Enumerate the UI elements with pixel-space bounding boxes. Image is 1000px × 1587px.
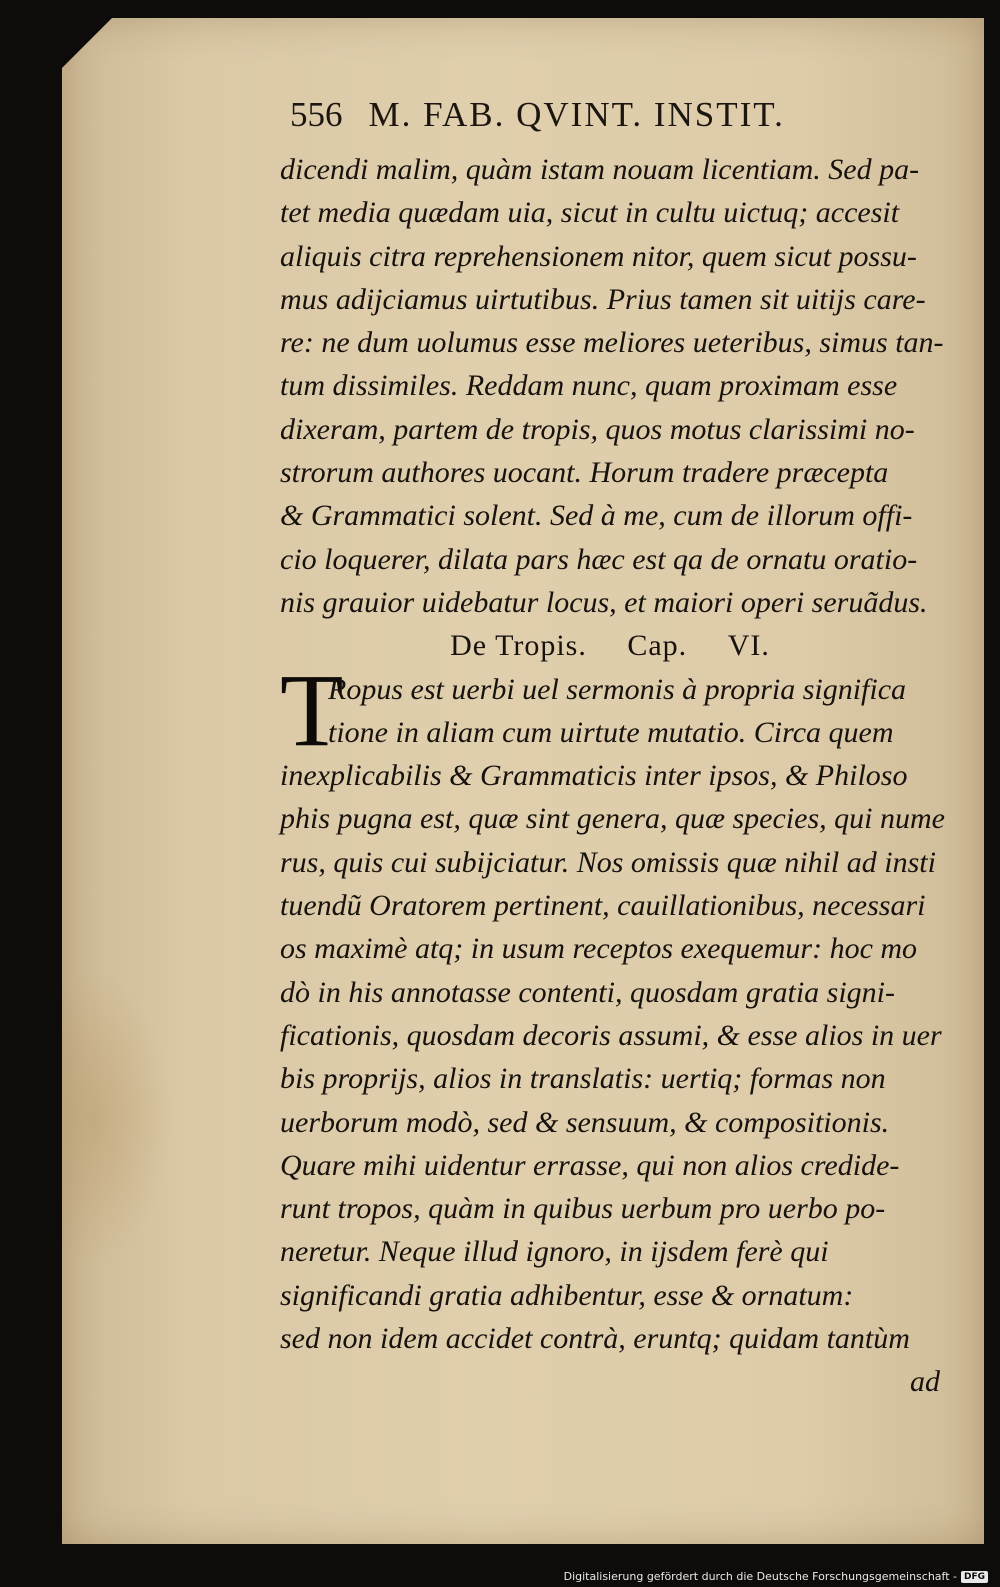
text-line: re: ne dum uolumus esse meliores ueteribus, simus tan- (280, 326, 944, 360)
text-line: Ropus est uerbi uel sermonis à propria significa (328, 672, 907, 706)
text-line: significandi gratia adhibentur, esse & ornatum: (280, 1278, 854, 1312)
text-line: tet media quædam uia, sicut in cultu uictuq; accesit (280, 196, 900, 230)
catchword: ad (910, 1365, 940, 1399)
text-line: neretur. Neque illud ignoro, in ijsdem ferè qui (280, 1235, 829, 1269)
digitization-credit (564, 1570, 988, 1583)
text-line: sed non idem accidet contrà, eruntq; quidam tantùm (280, 1322, 910, 1356)
running-title: M. FAB. QVINT. INSTIT. (368, 95, 785, 134)
text-line: & Grammatici solent. Sed à me, cum de illorum offi- (280, 499, 913, 533)
credit-text: Digitalisierung gefördert durch die Deutsche Forschungsgemeinschaft - (563, 1570, 957, 1583)
text-line: strorum authores uocant. Horum tradere præcepta (280, 456, 889, 490)
text-line: nis grauior uidebatur locus, et maiori operi seruãdus. (280, 585, 928, 619)
text-line: phis pugna est, quæ sint genera, quæ species, qui nume (280, 802, 945, 836)
drop-cap-letter: T (280, 652, 344, 768)
dfg-logo: DFG (961, 1571, 988, 1583)
text-line: rus, quis cui subijciatur. Nos omissis quæ nihil ad insti (280, 845, 936, 879)
body-text (280, 148, 945, 1404)
text-line: cio loquerer, dilata pars hæc est qa de ornatu oratio- (280, 542, 918, 576)
page-number: 556 (290, 95, 343, 134)
chapter-cap-label: Cap. (627, 629, 688, 663)
text-line: ficationis, quosdam decoris assumi, & esse alios in uer (280, 1018, 942, 1052)
folded-corner (62, 18, 112, 68)
text-line: dicendi malim, quàm istam nouam licentiam. Sed pa- (280, 153, 920, 186)
text-line: dixeram, partem de tropis, quos motus clarissimi no- (280, 412, 915, 446)
text-line: inexplicabilis & Grammaticis inter ipsos, & Philoso (280, 759, 908, 793)
text-line: bis proprijs, alios in translatis: uertiq; formas non (280, 1062, 886, 1096)
text-line: os maximè atq; in usum receptos exequemur: hoc mo (280, 932, 918, 966)
text-line: tum dissimiles. Reddam nunc, quam proximam esse (280, 369, 898, 403)
text-line: Quare mihi uidentur errasse, qui non alios credide- (280, 1148, 900, 1182)
chapter-heading (280, 624, 940, 667)
text-line: tione in aliam cum uirtute mutatio. Circa quem (328, 715, 894, 749)
text-line: aliquis citra reprehensionem nitor, quem sicut possu- (280, 239, 917, 273)
text-line: tuendũ Oratorem pertinent, cauillationibus, necessari (280, 889, 926, 923)
running-head (290, 95, 940, 145)
chapter-number: VI. (727, 629, 770, 663)
text-line: dò in his annotasse contenti, quosdam gratia signi- (280, 975, 895, 1009)
chapter-title: De Tropis. (450, 629, 587, 663)
dropcap-paragraph-start (280, 652, 940, 768)
text-line: mus adijciamus uirtutibus. Prius tamen sit uitijs care- (280, 282, 926, 316)
text-line: uerborum modò, sed & sensuum, & compositionis. (280, 1105, 890, 1139)
text-line: runt tropos, quàm in quibus uerbum pro uerbo po- (280, 1192, 886, 1226)
